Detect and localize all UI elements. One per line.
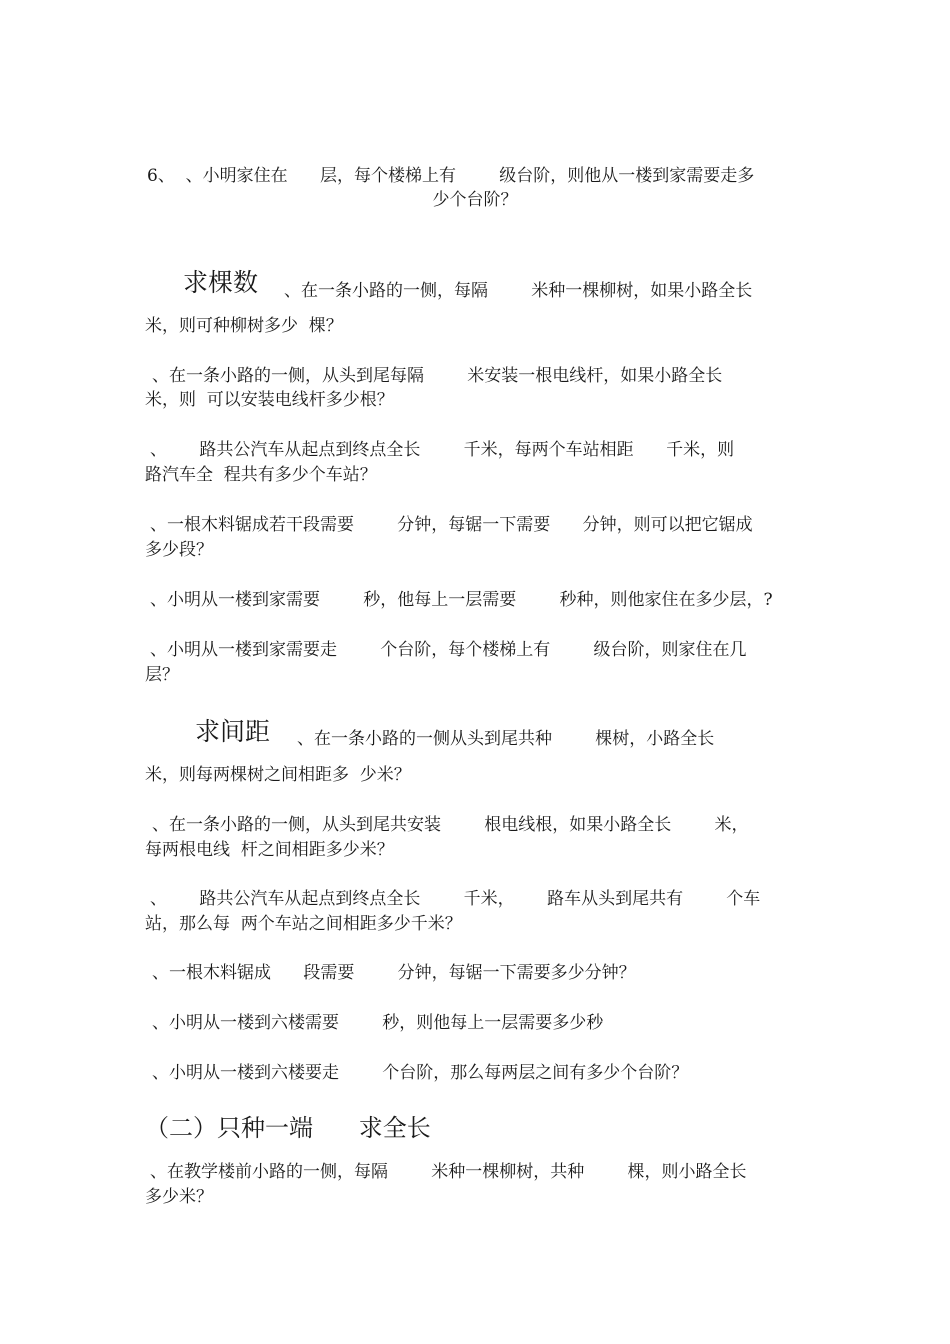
- section-heading-spacing: 求间距: [195, 717, 271, 746]
- count-q2-line-1: 、在一条小路的一侧，从头到尾每隔 米安装一根电线杆，如果小路全长: [152, 366, 723, 386]
- spacing-q1-line-1: 、在一条小路的一侧从头到尾共种 棵树，小路全长: [297, 729, 715, 749]
- count-q4-line-2: 多少段？: [145, 540, 213, 560]
- spacing-q6-line-1: 、小明从一楼到六楼要走 个台阶，那么每两层之间有多少个台阶？: [152, 1063, 689, 1083]
- section-heading-count: 求棵数: [183, 268, 259, 297]
- spacing-q3-line-2: 站，那么每 两个车站之间相距多少千米？: [145, 914, 462, 934]
- count-q5-line-1: 、小明从一楼到家需要 秒，他每上一层需要 秒种，则他家住在多少层，?: [150, 590, 773, 610]
- spacing-q5-line-1: 、小明从一楼到六楼需要 秒，则他每上一层需要多少秒: [152, 1013, 604, 1033]
- problem-6-line-2: 少个台阶？: [432, 190, 518, 210]
- count-q4-line-1: 、一根木料锯成若干段需要 分钟，每锯一下需要 分钟，则可以把它锯成: [150, 515, 753, 535]
- section-heading-one-end: （二）只种一端 求全长: [145, 1114, 431, 1142]
- spacing-q2-line-2: 每两根电线 杆之间相距多少米？: [145, 840, 394, 860]
- spacing-q2-line-1: 、在一条小路的一侧，从头到尾共安装 根电线根，如果小路全长 米，: [152, 815, 749, 835]
- spacing-q1-line-2: 米，则每两棵树之间相距多 少米？: [145, 765, 411, 785]
- count-q6-line-2: 层？: [145, 665, 179, 685]
- one-end-q1-line-2: 多少米？: [145, 1187, 213, 1207]
- spacing-q3-line-1: 、 路共公汽车从起点到终点全长 千米， 路车从头到尾共有 个车: [150, 889, 761, 909]
- count-q3-line-1: 、 路共公汽车从起点到终点全长 千米，每两个车站相距 千米，则: [150, 440, 735, 460]
- spacing-q4-line-1: 、一根木料锯成 段需要 分钟，每锯一下需要多少分钟？: [152, 963, 636, 983]
- count-q6-line-1: 、小明从一楼到家需要走 个台阶，每个楼梯上有 级台阶，则家住在几: [150, 640, 747, 660]
- problem-6-line-1: 6、 、小明家住在 层，每个楼梯上有 级台阶，则他从一楼到家需要走多: [147, 166, 755, 186]
- count-q2-line-2: 米，则 可以安装电线杆多少根？: [145, 390, 394, 410]
- count-q1-line-2: 米，则可种柳树多少 棵？: [145, 316, 343, 336]
- count-q1-line-1: 、在一条小路的一侧，每隔 米种一棵柳树，如果小路全长: [284, 281, 753, 301]
- count-q3-line-2: 路汽车全 程共有多少个车站？: [145, 465, 377, 485]
- one-end-q1-line-1: 、在教学楼前小路的一侧，每隔 米种一棵柳树，共种 棵，则小路全长: [150, 1162, 747, 1182]
